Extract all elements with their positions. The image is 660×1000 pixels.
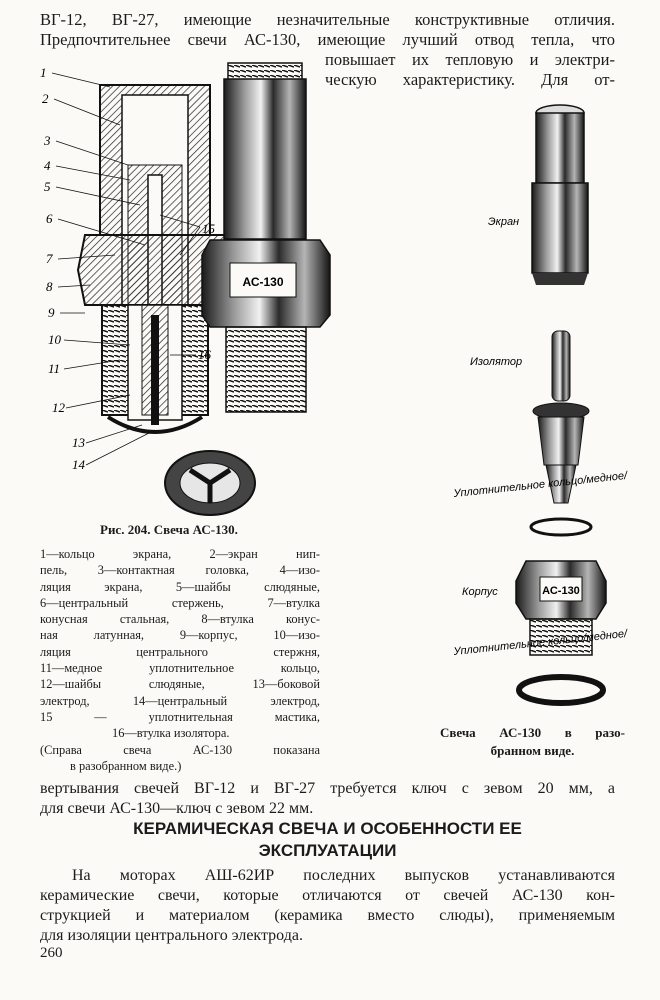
seal-ring-1 — [531, 519, 591, 535]
electrode-end-view — [165, 451, 255, 515]
page-number: 260 — [40, 945, 63, 961]
exploded-view-figure — [440, 95, 640, 720]
callout-label: 1 — [40, 65, 47, 80]
legend-line: 11—медное уплотнительное кольцо, — [40, 661, 320, 676]
seal-ring-2 — [519, 677, 603, 703]
legend-line: (Справа свеча АС-130 показана — [40, 742, 320, 757]
screen-part — [532, 105, 588, 285]
heading-line: КЕРАМИЧЕСКАЯ СВЕЧА И ОСОБЕННОСТИ ЕЕ — [133, 819, 522, 838]
spark-plug-figure — [30, 55, 340, 520]
legend-line: ляция экрана, 5—шайбы слюдяные, — [40, 579, 320, 594]
figure-caption: Рис. 204. Свеча АС-130. — [100, 522, 238, 537]
figure-legend — [40, 546, 320, 774]
label-seal-ring-2: Уплотнительное кольцо/медное/ — [453, 627, 628, 658]
section-heading — [40, 818, 615, 862]
callout-label: 10 — [48, 332, 61, 347]
plug-label: АС-130 — [242, 275, 284, 289]
legend-line: пель, 3—контактная головка, 4—изо- — [40, 563, 320, 578]
text-line: струкцией и материалом (керамика вместо слюды), применяемым — [40, 907, 615, 924]
text-line: На моторах АШ-62ИР последних выпусков устанавливаются — [72, 867, 615, 884]
legend-line: 15 — уплотнительная мастика, — [40, 709, 320, 724]
legend-line: ная латунная, 9—корпус, 10—изо- — [40, 628, 320, 643]
callout-label: 12 — [52, 400, 65, 415]
nut-label: АС-130 — [542, 585, 580, 597]
text-line: вертывания свечей ВГ-12 и ВГ-27 требуется ключ с зевом 20 мм, а — [40, 780, 615, 797]
label-body: Корпус — [462, 586, 498, 598]
text-line: керамические свечи, которые отличаются от свечей АС-130 кон- — [40, 887, 615, 904]
callout-label: 3 — [44, 133, 51, 148]
legend-line: электрод, 14—центральный электрод, — [40, 693, 320, 708]
callout-label: 5 — [44, 179, 51, 194]
legend-line: конусная стальная, 8—втулка конус- — [40, 612, 320, 627]
legend-line: ляция центрального стержня, — [40, 644, 320, 659]
callout-label: 13 — [72, 435, 85, 450]
label-screen: Экран — [488, 216, 520, 228]
caption-line: Свеча АС-130 в разо- — [440, 725, 625, 740]
text-line: ческую характеристику. Для от- — [325, 70, 615, 89]
legend-line: 12—шайбы слюдяные, 13—боковой — [40, 677, 320, 692]
text-line: ВГ-12, ВГ-27, имеющие незначительные конструктивные отличия. — [40, 10, 615, 29]
heading-line: ЭКСПЛУАТАЦИИ — [258, 841, 397, 860]
callout-label: 6 — [46, 211, 53, 226]
callout-label: 2 — [42, 91, 49, 106]
callout-label: 14 — [72, 457, 85, 472]
text-line: для свечи АС-130—ключ с зевом 22 мм. — [40, 800, 314, 817]
label-insulator: Изолятор — [470, 356, 523, 368]
text-line: для изоляции центрального электрода. — [40, 927, 303, 944]
legend-line: 1—кольцо экрана, 2—экран нип- — [40, 547, 320, 561]
callout-label: 7 — [46, 251, 53, 266]
caption-line: бранном виде. — [490, 743, 575, 758]
callout-label: 15 — [202, 221, 215, 236]
callout-label: 11 — [48, 361, 61, 376]
callout-label: 4 — [44, 158, 51, 173]
text-line: Предпочтительнее свечи АС-130, имеющие лучший отвод тепла, что — [40, 30, 615, 49]
callout-label: 16 — [198, 347, 211, 362]
callout-label: 9 — [48, 305, 55, 320]
exploded-view-caption — [440, 724, 625, 760]
continuation-text — [40, 779, 615, 819]
legend-line: 16—втулка изолятора. — [112, 726, 230, 741]
body-paragraph — [40, 866, 615, 946]
legend-line: 6—центральный стержень, 7—втулка — [40, 595, 320, 610]
callout-label: 8 — [46, 279, 53, 294]
text-line: повышает их тепловую и электри- — [325, 50, 615, 69]
label-seal-ring-1: Уплотнительное кольцо/медное/ — [453, 469, 628, 500]
legend-line: в разобранном виде.) — [70, 758, 182, 773]
